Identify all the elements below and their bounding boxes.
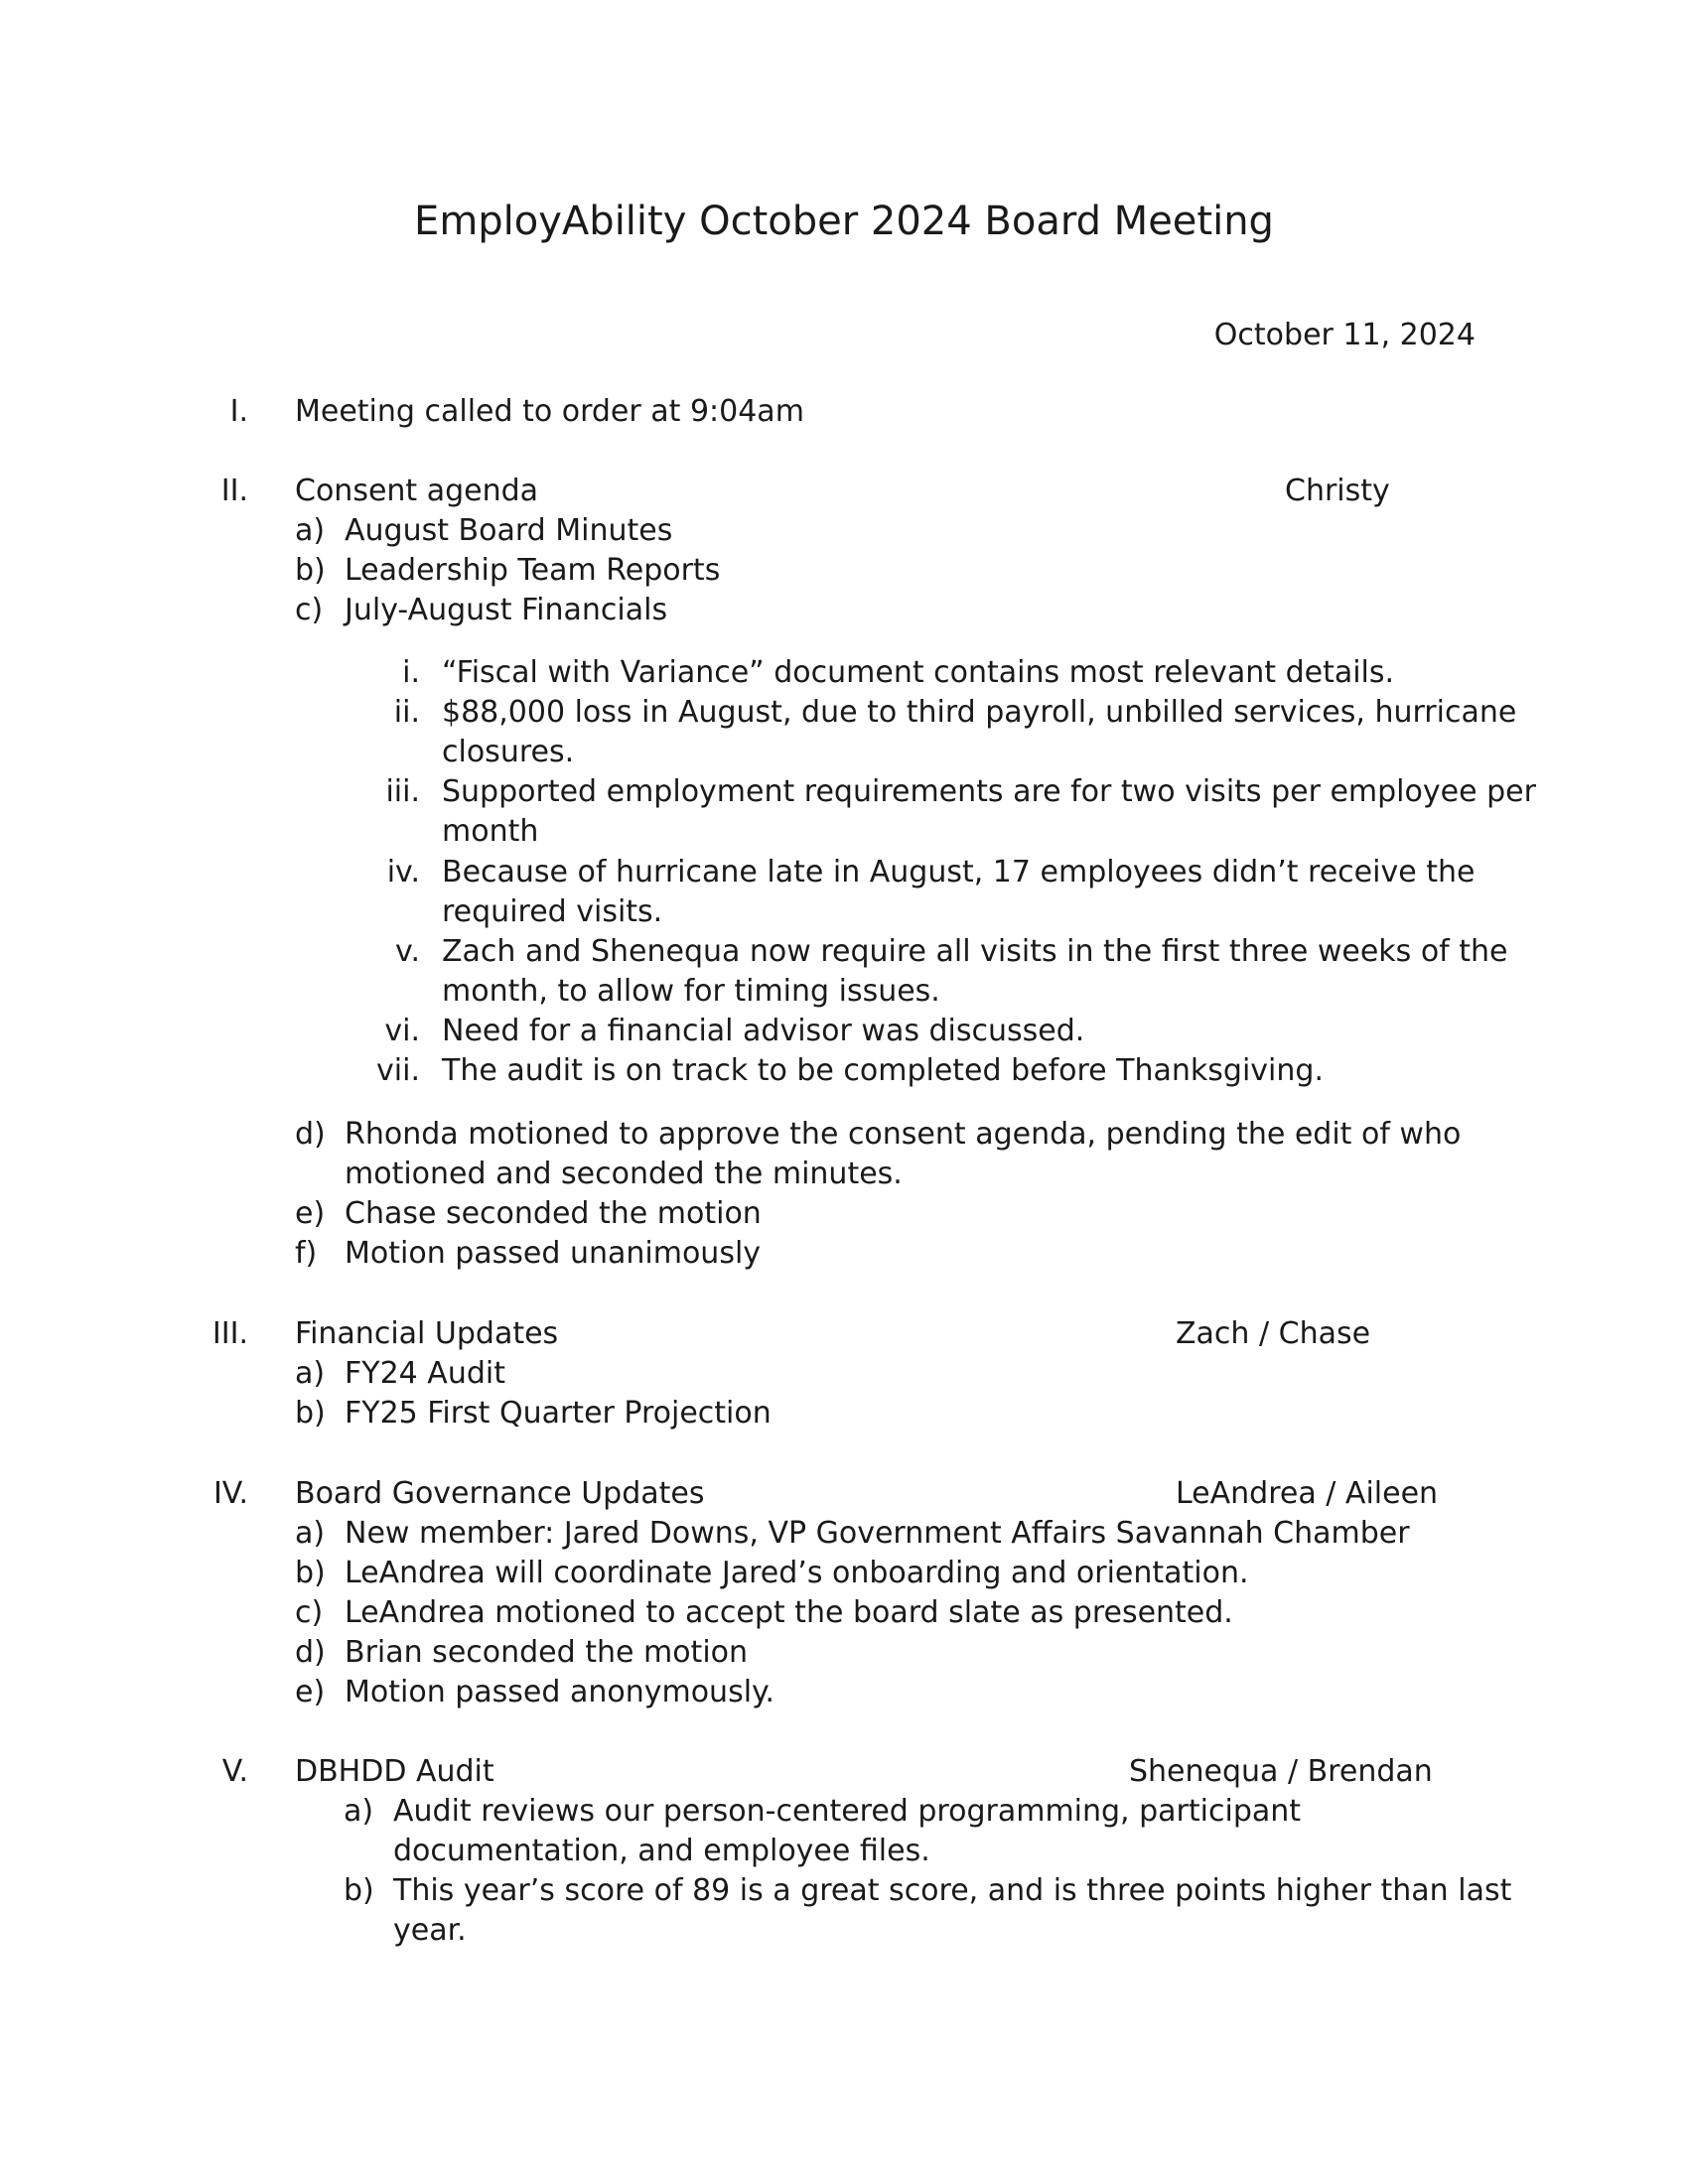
item-label: b) bbox=[295, 553, 326, 588]
list-item bbox=[295, 1673, 774, 1712]
subitem-text: “Fiscal with Variance” document contains most relevant details. bbox=[442, 655, 1395, 690]
subitem-text-cont: month bbox=[442, 814, 539, 849]
item-text: July-August Financials bbox=[345, 593, 668, 627]
item-text: LeAndrea motioned to accept the board slate as presented. bbox=[345, 1595, 1233, 1630]
list-item bbox=[295, 1194, 762, 1234]
item-label: c) bbox=[295, 593, 324, 627]
section-heading: Consent agenda bbox=[295, 474, 539, 508]
item-text: Chase seconded the motion bbox=[345, 1196, 762, 1231]
item-text-cont: documentation, and employee files. bbox=[393, 1834, 930, 1868]
item-label: e) bbox=[295, 1196, 326, 1231]
section-number: IV. bbox=[212, 1476, 248, 1511]
item-text-cont: motioned and seconded the minutes. bbox=[345, 1157, 903, 1191]
item-text: FY25 First Quarter Projection bbox=[345, 1396, 772, 1431]
list-item bbox=[295, 1633, 748, 1673]
list-item bbox=[295, 1234, 761, 1274]
item-label: e) bbox=[295, 1675, 326, 1709]
item-text: Motion passed anonymously. bbox=[345, 1675, 775, 1709]
subitem-label: i. bbox=[402, 655, 420, 690]
item-label: a) bbox=[295, 1356, 326, 1391]
item-label: b) bbox=[344, 1873, 374, 1908]
item-label: b) bbox=[295, 1556, 326, 1590]
subitem-text: Supported employment requirements are for two visits per employee per bbox=[442, 774, 1536, 809]
subitem-text: Zach and Shenequa now require all visits in the first three weeks of the bbox=[442, 934, 1508, 969]
list-item bbox=[295, 1115, 1461, 1155]
list-item bbox=[295, 1394, 772, 1433]
item-label: d) bbox=[295, 1117, 326, 1152]
section-presenter: LeAndrea / Aileen bbox=[1176, 1476, 1439, 1511]
subitem-label: iv. bbox=[386, 855, 420, 889]
item-text: Rhonda motioned to approve the consent agenda, pending the edit of who bbox=[345, 1117, 1462, 1152]
section-heading: DBHDD Audit bbox=[295, 1754, 494, 1789]
section-number: V. bbox=[221, 1754, 248, 1789]
subitem-label: v. bbox=[395, 934, 420, 969]
item-label: a) bbox=[344, 1794, 374, 1829]
section-presenter: Shenequa / Brendan bbox=[1129, 1754, 1433, 1789]
meeting-date: October 11, 2024 bbox=[1213, 318, 1476, 352]
item-label: a) bbox=[295, 1516, 326, 1551]
section-number: III. bbox=[211, 1316, 248, 1351]
item-text: Leadership Team Reports bbox=[345, 553, 721, 588]
item-label: a) bbox=[295, 513, 326, 548]
section-heading: Meeting called to order at 9:04am bbox=[295, 394, 804, 429]
subitem-label: vii. bbox=[376, 1053, 420, 1088]
list-item bbox=[344, 1792, 1301, 1832]
subitem-label: iii. bbox=[385, 774, 420, 809]
item-text: August Board Minutes bbox=[345, 513, 673, 548]
list-item bbox=[295, 1354, 505, 1394]
list-item bbox=[295, 511, 672, 551]
item-text-cont: year. bbox=[393, 1913, 467, 1948]
list-item bbox=[295, 1593, 1233, 1633]
item-text: FY24 Audit bbox=[345, 1356, 505, 1391]
item-label: b) bbox=[295, 1396, 326, 1431]
list-item bbox=[295, 1514, 1410, 1554]
section-number: I. bbox=[229, 394, 248, 429]
list-item bbox=[344, 1871, 1511, 1911]
item-label: c) bbox=[295, 1595, 324, 1630]
subitem-label: vi. bbox=[384, 1014, 420, 1048]
item-text: This year’s score of 89 is a great score, and is three points higher than last bbox=[393, 1873, 1512, 1908]
subitem-text: The audit is on track to be completed before Thanksgiving. bbox=[442, 1053, 1324, 1088]
subitem-text-cont: closures. bbox=[442, 735, 575, 769]
subitem-text: $88,000 loss in August, due to third payroll, unbilled services, hurricane bbox=[442, 695, 1517, 730]
subitem-text: Because of hurricane late in August, 17 employees didn’t receive the bbox=[442, 855, 1476, 889]
list-item bbox=[295, 591, 667, 630]
section-heading: Financial Updates bbox=[295, 1316, 559, 1351]
item-text: Brian seconded the motion bbox=[345, 1635, 749, 1670]
item-text: Audit reviews our person-centered programming, participant bbox=[393, 1794, 1302, 1829]
item-text: Motion passed unanimously bbox=[345, 1236, 762, 1271]
section-heading: Board Governance Updates bbox=[295, 1476, 705, 1511]
subitem-text-cont: month, to allow for timing issues. bbox=[442, 974, 940, 1009]
item-text: LeAndrea will coordinate Jared’s onboarding and orientation. bbox=[345, 1556, 1249, 1590]
item-text: New member: Jared Downs, VP Government Affairs Savannah Chamber bbox=[345, 1516, 1410, 1551]
subitem-text-cont: required visits. bbox=[442, 894, 663, 929]
list-item bbox=[295, 1554, 1249, 1593]
item-label: d) bbox=[295, 1635, 326, 1670]
section-number: II. bbox=[220, 474, 248, 508]
list-item bbox=[295, 551, 720, 591]
item-label: f) bbox=[295, 1236, 318, 1271]
section-presenter: Zach / Chase bbox=[1176, 1316, 1371, 1351]
subitem-text: Need for a financial advisor was discussed. bbox=[442, 1014, 1085, 1048]
section-presenter: Christy bbox=[1285, 474, 1390, 508]
subitem-label: ii. bbox=[393, 695, 420, 730]
document-title: EmployAbility October 2024 Board Meeting bbox=[414, 199, 1274, 244]
